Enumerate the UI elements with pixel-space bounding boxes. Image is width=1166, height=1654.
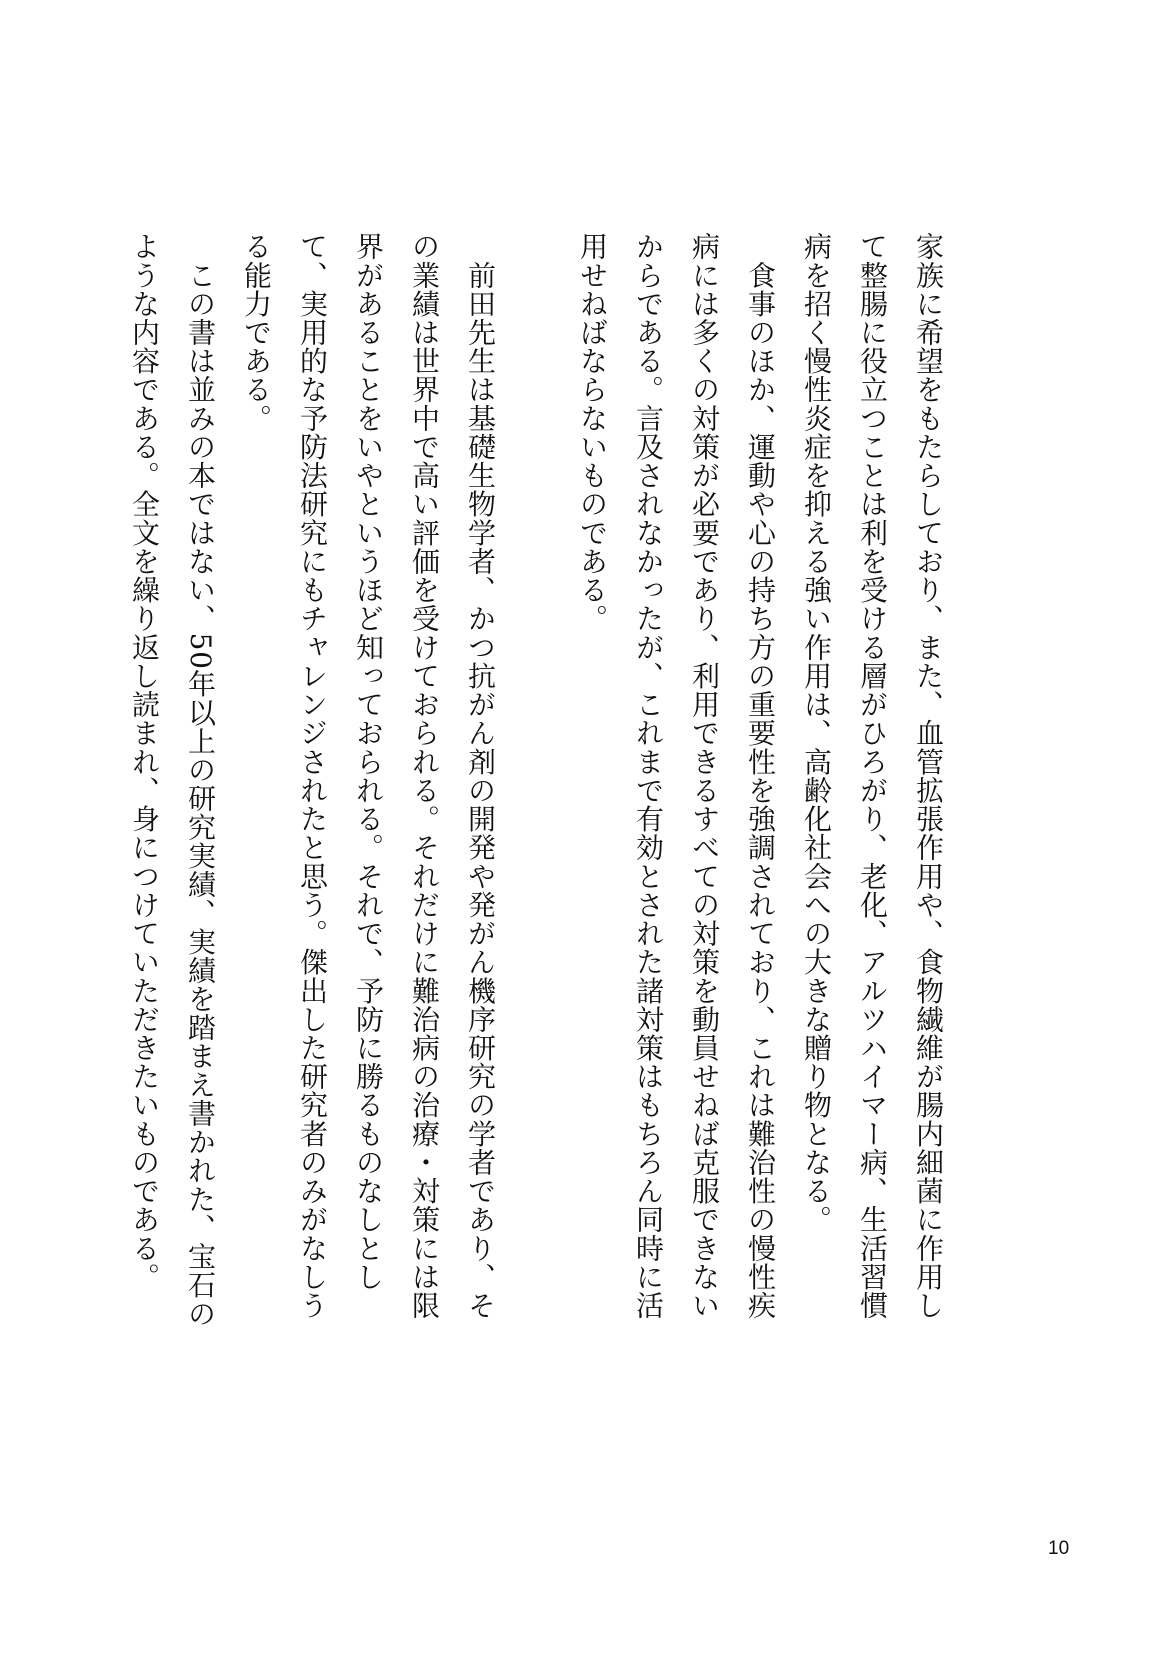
text-line: 病には多くの対策が必要であり、利用できるすべての対策を動員せねば克服できない: [688, 232, 721, 1320]
text-line: からである。言及されなかったが、これまで有効とされた諸対策はもちろん同時に活: [632, 232, 665, 1320]
vertical-text-block: [116, 232, 956, 1328]
page-number: 10: [1048, 1538, 1070, 1559]
paragraph-spacer: [508, 232, 564, 1312]
paragraph-1: [788, 232, 956, 1320]
text-line: 用せねばならないものである。: [576, 232, 609, 633]
text-line: の業績は世界中で高い評価を受けておられる。それだけに難治病の治療・対策には限: [408, 232, 441, 1320]
text-line: ような内容である。全文を繰り返し読まれ、身につけていただきたいものである。: [128, 232, 161, 1291]
text-line: て、実用的な予防法研究にもチャレンジされたと思う。傑出した研究者のみがなしう: [296, 232, 329, 1320]
text-line: 前田先生は基礎生物学者、かつ抗がん剤の開発や発がん機序研究の学者であり、そ: [464, 232, 497, 1320]
text-line: る能力である。: [240, 232, 273, 433]
paragraph-3: [228, 232, 508, 1320]
text-line: て整腸に役立つことは利を受ける層がひろがり、老化、アルツハイマー病、生活習慣: [856, 232, 889, 1320]
text-line: 界があることをいやというほど知っておられる。それで、予防に勝るものなしとし: [352, 232, 385, 1291]
text-line: 家族に希望をもたらしており、また、血管拡張作用や、食物繊維が腸内細菌に作用し: [912, 232, 945, 1320]
text-line: 病を招く慢性炎症を抑える強い作用は、高齢化社会への大きな贈り物となる。: [800, 232, 833, 1234]
paragraph-2: [564, 232, 788, 1320]
paragraph-4: [116, 232, 228, 1328]
text-line: この書は並みの本ではない、50年以上の研究実績、実績を踏まえ書かれた、宝石の: [184, 232, 217, 1328]
text-line: 食事のほか、運動や心の持ち方の重要性を強調されており、これは難治性の慢性疾: [744, 232, 777, 1320]
